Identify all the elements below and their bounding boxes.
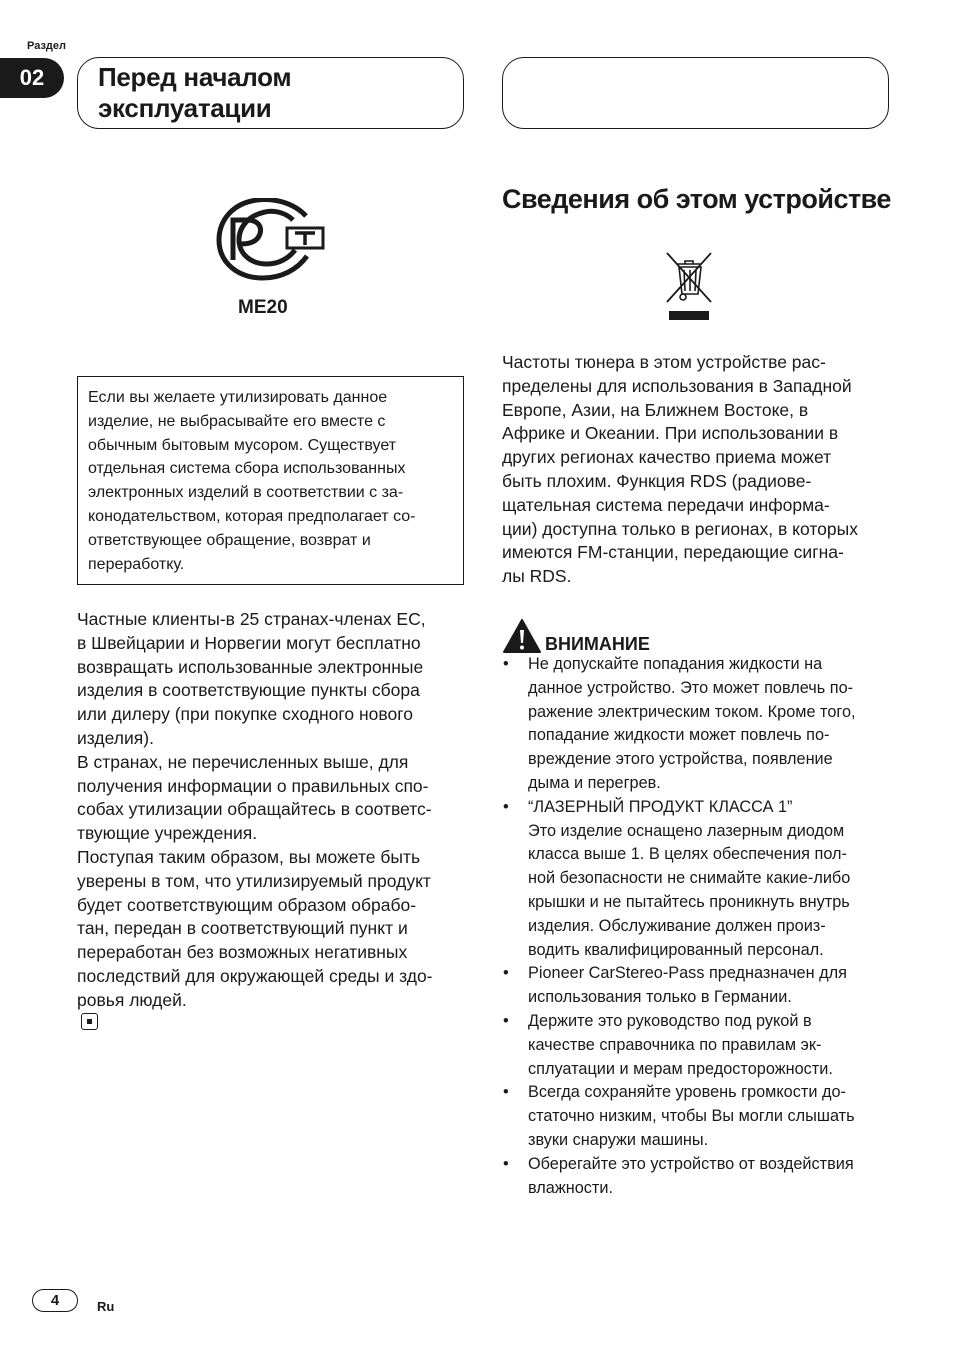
body-line: или дилеру (при покупке сходного нового [77,704,413,725]
section-number-badge: 02 [0,58,64,98]
empty-header-box [502,57,889,129]
warning-heading [502,614,650,654]
list-item [502,1153,894,1201]
list-item-line: Это изделие оснащено лазерным диодом [528,821,845,840]
bullet: • [503,964,509,983]
body-line: Частоты тюнера в этом устройстве рас- [502,352,826,372]
list-item-line: ной безопасности не снимайте какие-либо [528,869,851,888]
body-line: В странах, не перечисленных выше, для [77,751,409,772]
list-item-line: Не допускайте попадания жидкости на [528,655,823,673]
body-line: уверены в том, что утилизируемый продукт [77,870,431,891]
rst-gost-certification-icon [215,198,325,282]
body-line: переработан без возможных негативных [77,942,408,963]
bullet: • [503,1083,509,1102]
warning-label: ВНИМАНИЕ [545,634,650,654]
body-line: тан, передан в соответствующий пункт и [77,918,408,939]
notice-line: отдельная система сбора использованных [88,460,406,478]
body-line-text: ровья людей. [77,989,187,1010]
page-number: 4 [32,1289,78,1312]
body-line: других регионах качество приема может [502,447,832,468]
list-item-line: “ЛАЗЕРНЫЙ ПРОДУКТ КЛАССА 1” [528,797,793,816]
body-line: щательная система передачи информа- [502,494,830,515]
list-item-line: изделия. Обслуживание должен произ- [528,916,826,935]
list-item [502,1081,894,1152]
bullet: • [503,1011,509,1030]
chapter-title-box [77,57,464,129]
list-item-line: сплуатации и мерам предосторожности. [528,1059,833,1078]
notice-line: конодательством, которая предполагает со- [88,507,416,525]
warning-list [502,653,894,1200]
list-item-line: статочно низким, чтобы Вы могли слышать [528,1107,855,1126]
list-item-line: попадание жидкости может повлечь по- [528,726,830,745]
list-item [502,962,894,1010]
tuner-info-text [502,351,894,589]
bullet: • [503,655,509,673]
notice-line: ответствующее обращение, возврат и [88,531,371,549]
body-line: быть плохим. Функция RDS (радиове- [502,470,812,491]
notice-line: электронных изделий в соответствии с за- [88,484,404,502]
notice-line: переработку. [88,555,185,573]
body-line: пределены для использования в Западной [502,375,852,396]
bullet: • [503,797,509,816]
body-line: Африке и Океании. При использовании в [502,423,839,444]
disposal-body-text [77,608,472,1030]
disposal-notice-box [77,376,464,585]
list-item-line: дыма и перегрев. [528,773,661,792]
list-item-line: Оберегайте это устройство от воздействия [528,1154,854,1173]
body-line: будет соответствующим образом обрабо- [77,894,417,915]
body-line: в Швейцарии и Норвегии могут бесплатно [77,632,421,653]
body-line: собах утилизации обращайтесь в соответс- [77,799,432,820]
list-item [502,1010,894,1081]
certification-code: ME20 [238,297,288,318]
body-line: последствий для окружающей среды и здо- [77,965,433,986]
body-line: твующие учреждения. [77,823,258,844]
list-item [502,653,894,796]
body-line: имеются FM-станции, передающие сигна- [502,542,844,563]
body-line: Поступая таким образом, вы можете быть [77,846,421,867]
crossed-out-wheelie-bin-icon [664,250,714,322]
list-item-line: класса выше 1. В целях обеспечения пол- [528,845,847,864]
list-item-line: качестве справочника по правилам эк- [528,1035,822,1054]
list-item-line: ражение электрическим током. Кроме того, [528,702,856,721]
list-item-line: использования только в Германии. [528,988,792,1007]
list-item-line: крышки и не пытайтесь проникнуть внутрь [528,892,850,911]
end-of-section-icon [81,1013,98,1030]
section-label: Раздел [27,40,66,52]
chapter-title-line: эксплуатации [98,93,272,123]
language-code: Ru [97,1299,115,1314]
list-item-line: данное устройство. Это может повлечь по- [528,678,854,697]
body-line: изделия в соответствующие пункты сбора [77,680,420,701]
body-line: изделия). [77,727,154,748]
body-line: Частные клиенты-в 25 странах-членах ЕС, [77,609,426,629]
list-item-line: Держите это руководство под рукой в [528,1011,812,1030]
list-item-line: влажности. [528,1178,613,1197]
section-heading: Сведения об этом устройстве [502,184,891,214]
bullet: • [503,1154,509,1173]
notice-line: Если вы желаете утилизировать данное [88,389,388,406]
notice-line: изделие, не выбрасывайте его вместе с [88,412,386,430]
body-line: возвращать использованные электронные [77,656,424,677]
body-line-last [77,989,472,1030]
list-item-line: Всегда сохраняйте уровень громкости до- [528,1083,846,1102]
body-line: ции) доступна только в регионах, в которых [502,518,858,539]
body-line: получения информации о правильных спо- [77,775,429,796]
warning-triangle-icon [502,618,542,654]
chapter-title-line: Перед началом [98,62,292,92]
body-line: Европе, Азии, на Ближнем Востоке, в [502,399,809,420]
list-item-line: Pioneer CarStereo-Pass предназначен для [528,964,847,983]
list-item [502,796,894,963]
list-item-line: водить квалифицированный персонал. [528,940,824,959]
notice-line: обычным бытовым мусором. Существует [88,436,397,454]
list-item-line: вреждение этого устройства, появление [528,750,833,769]
body-line: лы RDS. [502,566,572,587]
list-item-line: звуки снаружи машины. [528,1130,709,1149]
